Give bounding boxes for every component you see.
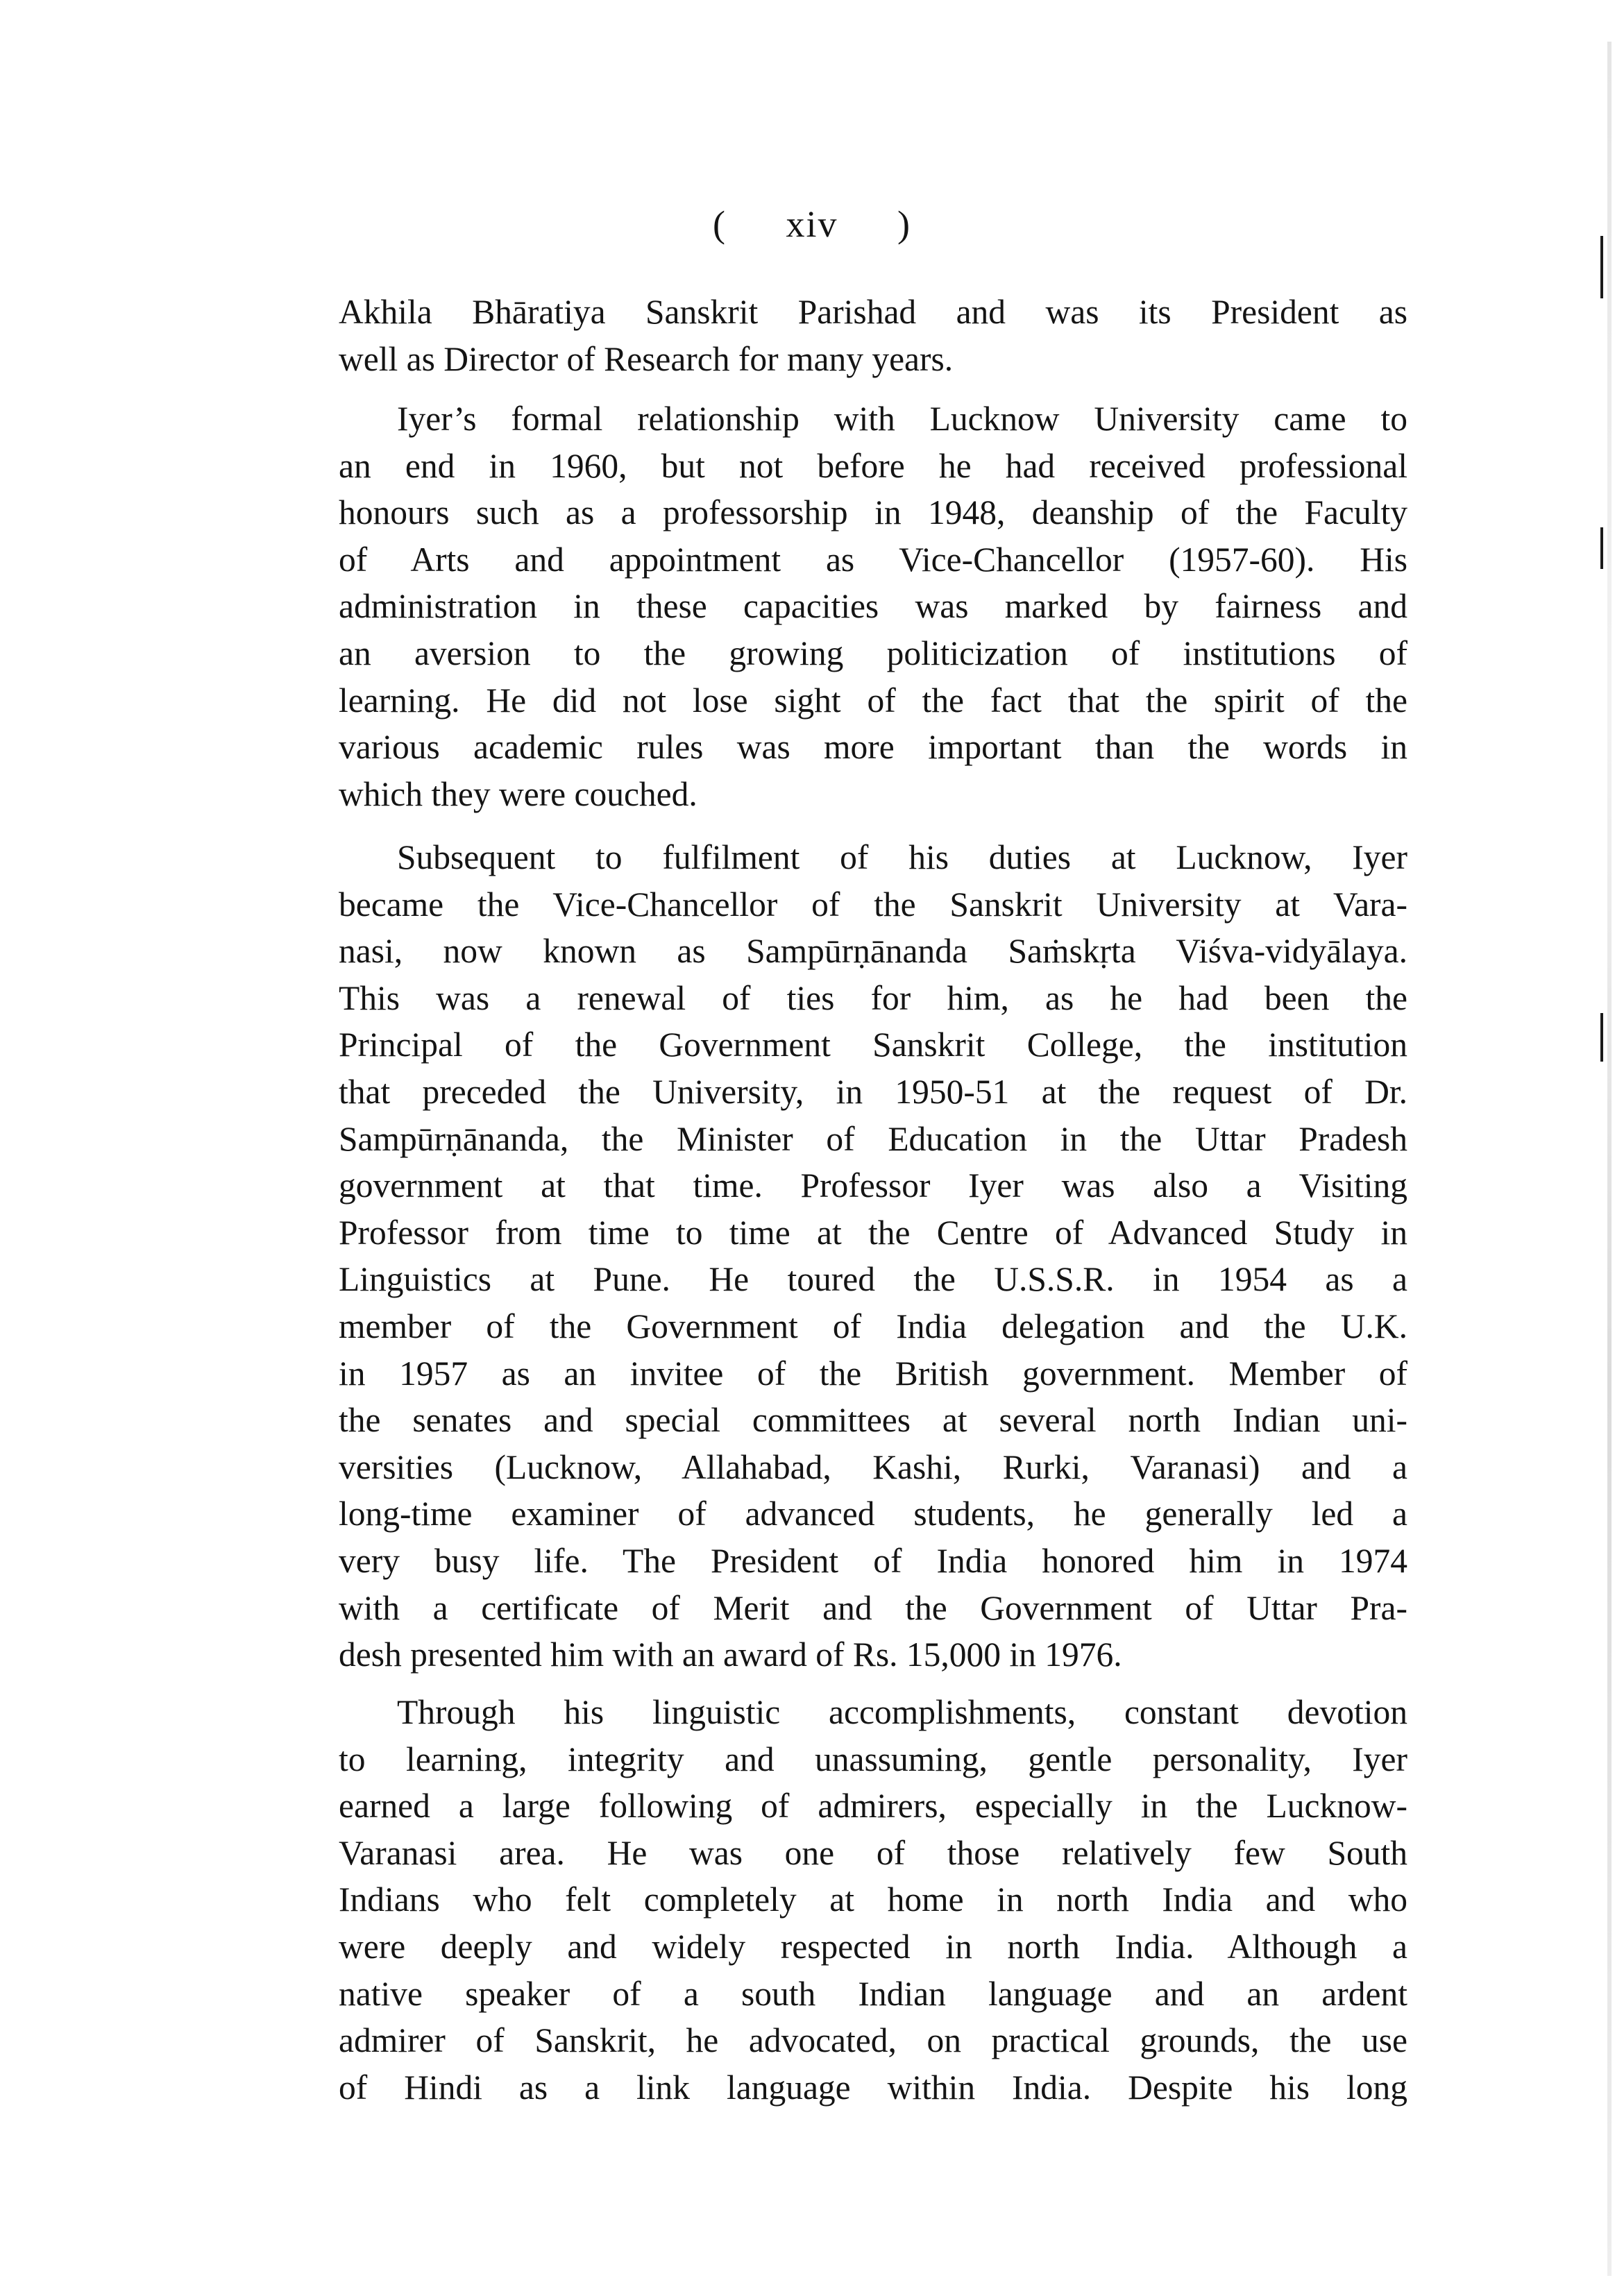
text-line: an end in 1960, but not before he had received professional xyxy=(339,446,1407,485)
text-line: nasi, now known as Sampūrṇānanda Saṁskṛta Viśva-vidyālaya. xyxy=(339,932,1407,971)
text-line: Through his linguistic accomplishments, constant devotion xyxy=(397,1693,1407,1731)
open-paren: ( xyxy=(713,203,727,245)
page-number-header xyxy=(0,203,1624,246)
text-line: Sampūrṇānanda, the Minister of Education in the Uttar Pradesh xyxy=(339,1119,1407,1158)
text-line: well as Director of Research for many years. xyxy=(339,339,954,378)
text-line: Varanasi area. He was one of those relatively few South xyxy=(339,1833,1407,1872)
text-line: versities (Lucknow, Allahabad, Kashi, Rurki, Varanasi) and a xyxy=(339,1447,1407,1486)
close-paren: ) xyxy=(897,203,911,245)
scan-edge-shadow xyxy=(1607,42,1612,2276)
text-line: admirer of Sanskrit, he advocated, on practical grounds, the use xyxy=(339,2021,1407,2060)
scan-edge-mark xyxy=(1600,1013,1603,1062)
text-line: honours such as a professorship in 1948, deanship of the Faculty xyxy=(339,493,1407,532)
text-line: with a certificate of Merit and the Government of Uttar Pra- xyxy=(339,1588,1407,1627)
text-line: various academic rules was more important than the words in xyxy=(339,728,1407,767)
text-line: This was a renewal of ties for him, as he had been the xyxy=(339,978,1407,1017)
text-line: Iyer’s formal relationship with Lucknow University came to xyxy=(397,400,1407,438)
scan-edge-mark xyxy=(1600,236,1603,298)
paragraph-1 xyxy=(339,289,1407,382)
text-line: native speaker of a south Indian language and an ardent xyxy=(339,1974,1407,2013)
text-line: of Arts and appointment as Vice-Chancellor (1957-60). His xyxy=(339,540,1407,579)
text-line: learning. He did not lose sight of the fact that the spirit of the xyxy=(339,681,1407,720)
page-number: xiv xyxy=(786,203,838,245)
text-line: earned a large following of admirers, especially in the Lucknow- xyxy=(339,1787,1407,1826)
text-line: member of the Government of India delegation and the U.K. xyxy=(339,1307,1407,1345)
text-line: that preceded the University, in 1950-51 at the request of Dr. xyxy=(339,1072,1407,1111)
text-line: to learning, integrity and unassuming, gentle personality, Iyer xyxy=(339,1740,1407,1778)
text-line: in 1957 as an invitee of the British government. Member of xyxy=(339,1354,1407,1393)
paragraph-3 xyxy=(339,834,1407,1678)
text-line: very busy life. The President of India honored him in 1974 xyxy=(339,1541,1407,1580)
text-line: Principal of the Government Sanskrit College, the institution xyxy=(339,1026,1407,1064)
text-line: which they were couched. xyxy=(339,774,697,813)
paragraph-2 xyxy=(339,396,1407,817)
text-line: Indians who felt completely at home in north India and who xyxy=(339,1880,1407,1919)
text-line: were deeply and widely respected in north India. Although a xyxy=(339,1927,1407,1966)
text-line: became the Vice-Chancellor of the Sanskrit University at Vara- xyxy=(339,885,1407,924)
text-line: government at that time. Professor Iyer was also a Visiting xyxy=(339,1166,1407,1205)
text-line: administration in these capacities was marked by fairness and xyxy=(339,587,1407,626)
text-line: Subsequent to fulfilment of his duties at Lucknow, Iyer xyxy=(397,838,1407,876)
text-line: Akhila Bhāratiya Sanskrit Parishad and was its President as xyxy=(339,293,1407,331)
scan-edge-mark xyxy=(1600,527,1603,569)
text-line: an aversion to the growing politicization of institutions of xyxy=(339,633,1407,672)
text-line: of Hindi as a link language within India. Despite his long xyxy=(339,2068,1407,2107)
text-line: Professor from time to time at the Centre of Advanced Study in xyxy=(339,1213,1407,1252)
text-line: long-time examiner of advanced students, he generally led a xyxy=(339,1495,1407,1533)
text-line: desh presented him with an award of Rs. 15,000 in 1976. xyxy=(339,1635,1122,1674)
text-line: the senates and special committees at several north Indian uni- xyxy=(339,1401,1407,1440)
paragraph-4 xyxy=(339,1689,1407,2111)
text-line: Linguistics at Pune. He toured the U.S.S.R. in 1954 as a xyxy=(339,1260,1407,1299)
